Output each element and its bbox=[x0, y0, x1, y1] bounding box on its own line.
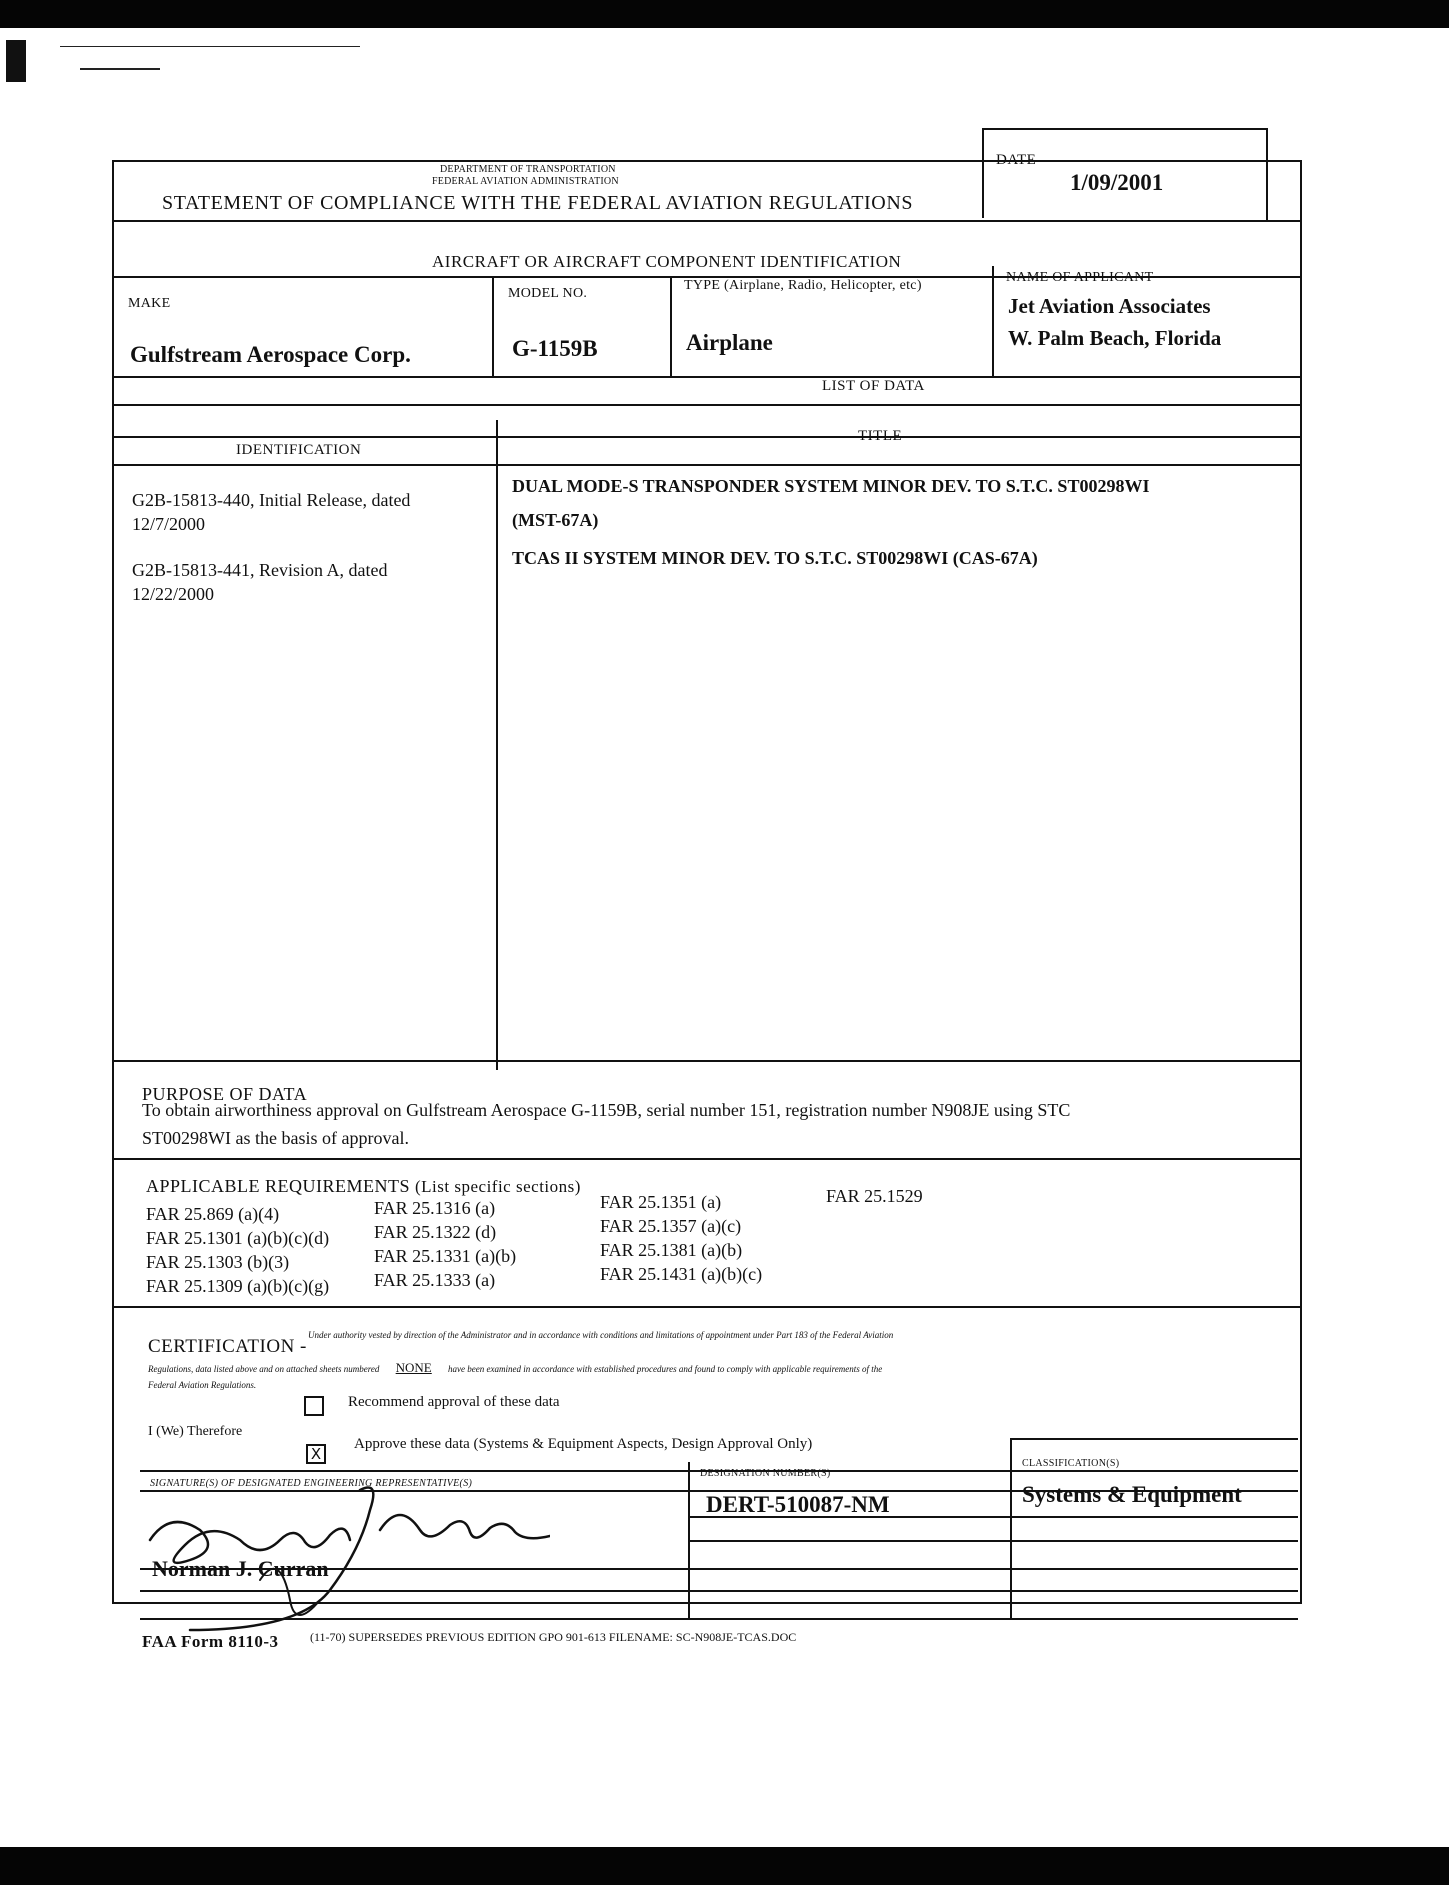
purpose-label: PURPOSE OF DATA bbox=[142, 1084, 308, 1104]
divider bbox=[992, 266, 994, 376]
requirement-item: FAR 25.1309 (a)(b)(c)(g) bbox=[146, 1276, 330, 1296]
signature-label: SIGNATURE(S) OF DESIGNATED ENGINEERING REPRESENTATIVE(S) bbox=[150, 1478, 473, 1489]
approve-data-checkbox[interactable]: X bbox=[306, 1444, 326, 1464]
scan-mark bbox=[60, 46, 360, 47]
divider bbox=[112, 464, 1300, 466]
designation-value: DERT-510087-NM bbox=[706, 1492, 890, 1517]
sheets-numbered-field: NONE bbox=[395, 1360, 432, 1375]
form-edition: (11-70) SUPERSEDES PREVIOUS EDITION GPO 901-613 FILENAME: SC-N908JE-TCAS.DOC bbox=[310, 1630, 797, 1644]
divider bbox=[496, 420, 498, 1070]
approve-data-label: Approve these data (Systems & Equipment Aspects, Design Approval Only) bbox=[354, 1436, 813, 1452]
divider bbox=[112, 1306, 1300, 1308]
scan-border-top bbox=[0, 0, 1449, 28]
requirement-item: FAR 25.1529 bbox=[826, 1186, 923, 1206]
classification-value: Systems & Equipment bbox=[1022, 1482, 1242, 1507]
type-label: TYPE (Airplane, Radio, Helicopter, etc) bbox=[684, 278, 922, 293]
department-label: DEPARTMENT OF TRANSPORTATION bbox=[440, 164, 616, 175]
requirements-title: APPLICABLE REQUIREMENTS bbox=[146, 1176, 411, 1196]
divider bbox=[112, 436, 1300, 438]
applicant-line1: Jet Aviation Associates bbox=[1008, 294, 1211, 318]
divider bbox=[1266, 128, 1268, 222]
requirements-note: (List specific sections) bbox=[415, 1177, 581, 1196]
requirement-item: FAR 25.1303 (b)(3) bbox=[146, 1252, 290, 1272]
date-value: 1/09/2001 bbox=[1070, 170, 1164, 195]
requirement-item: FAR 25.1431 (a)(b)(c) bbox=[600, 1264, 763, 1284]
requirements-label bbox=[146, 1176, 581, 1197]
designation-label: DESIGNATION NUMBER(S) bbox=[700, 1468, 831, 1479]
certification-label: CERTIFICATION - bbox=[148, 1336, 307, 1357]
divider bbox=[670, 276, 672, 376]
purpose-line1: To obtain airworthiness approval on Gulfstream Aerospace G-1159B, serial number 151, registration number N908JE using STC bbox=[142, 1100, 1071, 1120]
scan-border-bottom bbox=[0, 1847, 1449, 1885]
make-label: MAKE bbox=[128, 296, 171, 311]
title-header: TITLE bbox=[858, 428, 903, 444]
scan-blot bbox=[6, 40, 26, 82]
make-value: Gulfstream Aerospace Corp. bbox=[130, 342, 411, 367]
identification-row: G2B-15813-440, Initial Release, dated bbox=[132, 490, 411, 510]
identification-row: 12/7/2000 bbox=[132, 514, 206, 534]
purpose-line2: ST00298WI as the basis of approval. bbox=[142, 1128, 409, 1148]
certification-text-line2a: Regulations, data listed above and on attached sheets numbered bbox=[148, 1364, 380, 1374]
certification-text-line2b: have been examined in accordance with established procedures and found to comply with applicable requirements of the bbox=[448, 1364, 883, 1374]
applicant-label: NAME OF APPLICANT bbox=[1006, 270, 1154, 285]
identification-section-title: AIRCRAFT OR AIRCRAFT COMPONENT IDENTIFICATION bbox=[432, 252, 902, 271]
requirement-item: FAR 25.1333 (a) bbox=[374, 1270, 496, 1290]
classification-label: CLASSIFICATION(S) bbox=[1022, 1458, 1120, 1469]
requirement-item: FAR 25.1322 (d) bbox=[374, 1222, 497, 1242]
identification-row: G2B-15813-441, Revision A, dated bbox=[132, 560, 388, 580]
divider bbox=[112, 220, 1300, 222]
divider bbox=[982, 128, 1268, 130]
requirement-item: FAR 25.1351 (a) bbox=[600, 1192, 722, 1212]
form-title: STATEMENT OF COMPLIANCE WITH THE FEDERAL AVIATION REGULATIONS bbox=[162, 192, 914, 214]
title-row: TCAS II SYSTEM MINOR DEV. TO S.T.C. ST00298WI (CAS-67A) bbox=[512, 548, 1038, 568]
certification-text-line1: Under authority vested by direction of the Administrator and in accordance with conditions and limitations of appointment under Part 183 of the Federal Aviation bbox=[308, 1330, 894, 1340]
handwritten-signature bbox=[130, 1470, 550, 1640]
requirement-item: FAR 25.869 (a)(4) bbox=[146, 1204, 280, 1224]
therefore-label: I (We) Therefore bbox=[148, 1424, 243, 1439]
identification-header: IDENTIFICATION bbox=[236, 442, 362, 458]
list-of-data-title: LIST OF DATA bbox=[822, 378, 925, 394]
date-label: DATE bbox=[996, 152, 1037, 168]
applicant-line2: W. Palm Beach, Florida bbox=[1008, 326, 1222, 350]
requirement-item: FAR 25.1316 (a) bbox=[374, 1198, 496, 1218]
certification-text-line3: Federal Aviation Regulations. bbox=[148, 1380, 257, 1390]
title-row: (MST-67A) bbox=[512, 510, 599, 530]
title-row: DUAL MODE-S TRANSPONDER SYSTEM MINOR DEV. TO S.T.C. ST00298WI bbox=[512, 476, 1150, 496]
recommend-approval-label: Recommend approval of these data bbox=[348, 1394, 560, 1410]
identification-row: 12/22/2000 bbox=[132, 584, 215, 604]
requirement-item: FAR 25.1331 (a)(b) bbox=[374, 1246, 517, 1266]
agency-label: FEDERAL AVIATION ADMINISTRATION bbox=[432, 176, 619, 187]
divider bbox=[112, 1158, 1300, 1160]
divider bbox=[1010, 1438, 1298, 1440]
signer-name: Norman J. Curran bbox=[152, 1556, 329, 1581]
model-label: MODEL NO. bbox=[508, 286, 588, 301]
type-value: Airplane bbox=[686, 330, 773, 355]
requirement-item: FAR 25.1301 (a)(b)(c)(d) bbox=[146, 1228, 330, 1248]
divider bbox=[492, 276, 494, 376]
model-value: G-1159B bbox=[512, 336, 598, 361]
divider bbox=[688, 1540, 1298, 1542]
requirement-item: FAR 25.1357 (a)(c) bbox=[600, 1216, 742, 1236]
scan-mark bbox=[80, 68, 160, 70]
divider bbox=[112, 404, 1300, 406]
form-number: FAA Form 8110-3 bbox=[142, 1632, 279, 1651]
certification-text-line2 bbox=[148, 1360, 882, 1376]
divider bbox=[112, 1060, 1300, 1062]
divider bbox=[982, 128, 984, 218]
recommend-approval-checkbox[interactable] bbox=[304, 1396, 324, 1416]
requirement-item: FAR 25.1381 (a)(b) bbox=[600, 1240, 743, 1260]
divider bbox=[112, 376, 1300, 378]
